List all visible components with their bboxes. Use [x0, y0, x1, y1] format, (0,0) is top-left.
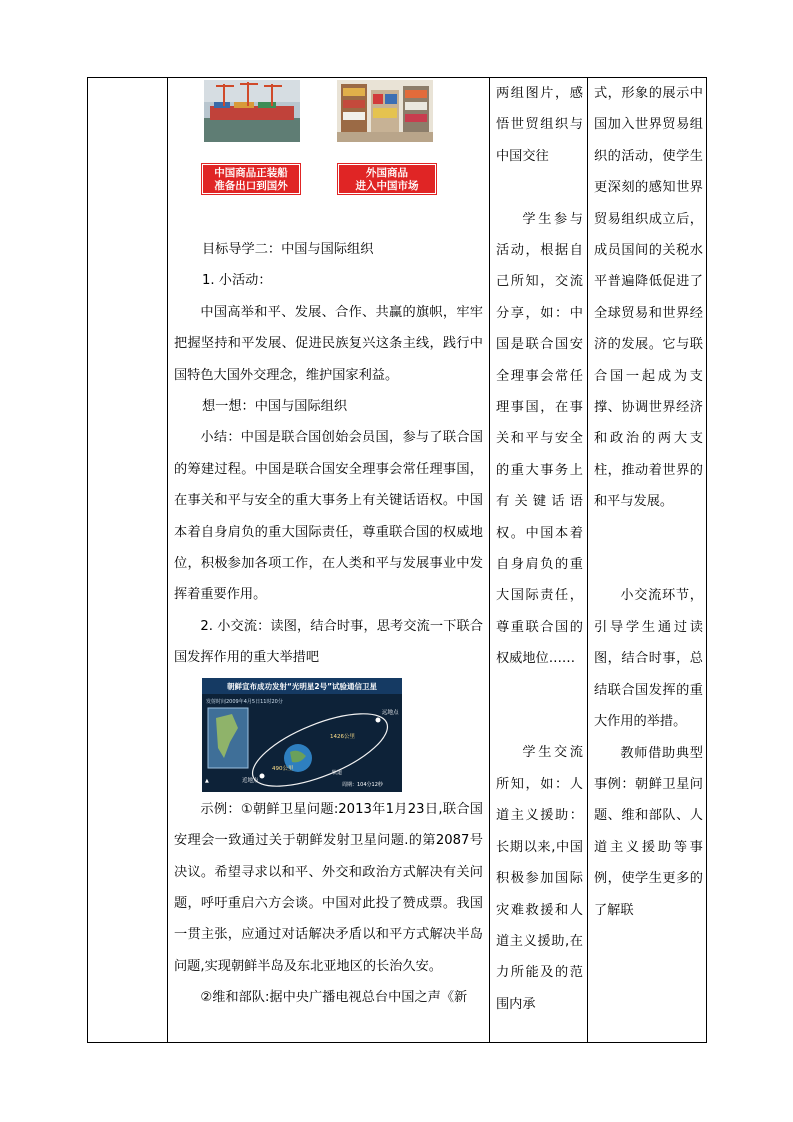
teaching-content-cell	[168, 78, 489, 1014]
period-label: 周期：104分12秒	[342, 781, 383, 788]
import-label	[338, 164, 436, 194]
diagram-caption: 发射时间2009年4月5日11时20分	[206, 698, 283, 705]
near-point-label: 近地点	[242, 777, 259, 784]
section-heading: 目标导学二：中国与国际组织	[202, 242, 374, 257]
far-distance-label: 1426公里	[330, 733, 355, 740]
export-label	[202, 164, 300, 194]
diagram-title: 朝鲜宣布成功发射“光明星2号”试验通信卫星	[226, 681, 378, 691]
intent-block-2: 小交流环节，引导学生通过读图，结合时事，总结联合国发挥的重大作用的举措。	[594, 588, 703, 730]
student-block-3: 学生交流所知，如：人道主义援助：长期以来,中国积极参加国际灾难救援和人道主义援助,在力所能及的范围内承	[496, 745, 583, 1012]
exchange-item: 2. 小交流：读图，结合时事，思考交流一下联合国发挥作用的重大举措吧	[174, 618, 483, 666]
student-block-1: 两组图片，感悟世贸组织与中国交往	[496, 86, 583, 164]
trade-image-row	[202, 78, 483, 202]
example-one: 示例：①朝鲜卫星问题:2013年1月23日,联合国安理会一致通过关于朝鲜发射卫星问题.的第2087号决议。希望寻求以和平、外交和政治方式解决有关问题，呼吁重启六方会谈。中国对此投了赞成票。我国一贯主张，应通过对话解决矛盾以和平方式解决半岛问题,实现朝鲜半岛及东北亚地区的长治久安。	[174, 801, 483, 974]
activity-paragraph: 中国高举和平、发展、合作、共赢的旗帜，牢牢把握坚持和平发展、促进民族复兴这条主线，践行中国特色大国外交理念，维护国家利益。	[174, 304, 483, 383]
far-point-label: 远地点	[382, 709, 399, 716]
student-block-2: 学生参与活动，根据自己所知，交流分享，如：中国是联合国安全理事会常任理事国，在事关和平与安全的重大事务上有关键话语权。中国本着自身肩负的重大国际责任，尊重联合国的权威地位……	[496, 211, 583, 667]
import-label-text: 外国商品 进入中国市场	[355, 167, 419, 192]
intent-block-3: 教师借助典型事例：朝鲜卫星问题、维和部队、人道主义援助等事例，使学生更多的了解联	[594, 745, 703, 918]
imported-goods-photo	[337, 80, 433, 142]
near-distance-label: 490公里	[272, 765, 294, 772]
lesson-table	[87, 77, 707, 1043]
orbit-label: 轨道	[332, 769, 343, 776]
activity-item: 1. 小活动：	[202, 273, 272, 289]
satellite-launch-diagram	[202, 678, 402, 792]
port-container-photo	[204, 80, 300, 142]
export-label-text: 中国商品正装船 准备出口到国外	[214, 167, 288, 192]
summary-paragraph: 小结：中国是联合国创始会员国，参与了联合国的筹建过程。中国是联合国安全理事会常任理事国，在事关和平与安全的重大事务上有关键话语权。中国本着自身肩负的重大国际责任，尊重联合国的权威地位，积极参加各项工作，在人类和平与发展事业中发挥着重要作用。	[174, 430, 483, 603]
think-prompt: 想一想：中国与国际组织	[202, 399, 348, 415]
example-two: ②维和部队:据中央广播电视总台中国之声《新	[200, 990, 468, 1006]
design-intent-cell	[588, 78, 707, 926]
svg-text:▲: ▲	[205, 777, 209, 784]
student-activity-cell	[490, 78, 587, 1020]
intent-block-1: 式，形象的展示中国加入世界贸易组织的活动，使学生更深刻的感知世界贸易组织成立后，成员国间的关税水平普遍降低促进了全球贸易和世界经济的发展。它与联合国一起成为支撑、协调世界经济和政治的两大支柱，推动着世界的和平与发展。	[594, 86, 703, 510]
